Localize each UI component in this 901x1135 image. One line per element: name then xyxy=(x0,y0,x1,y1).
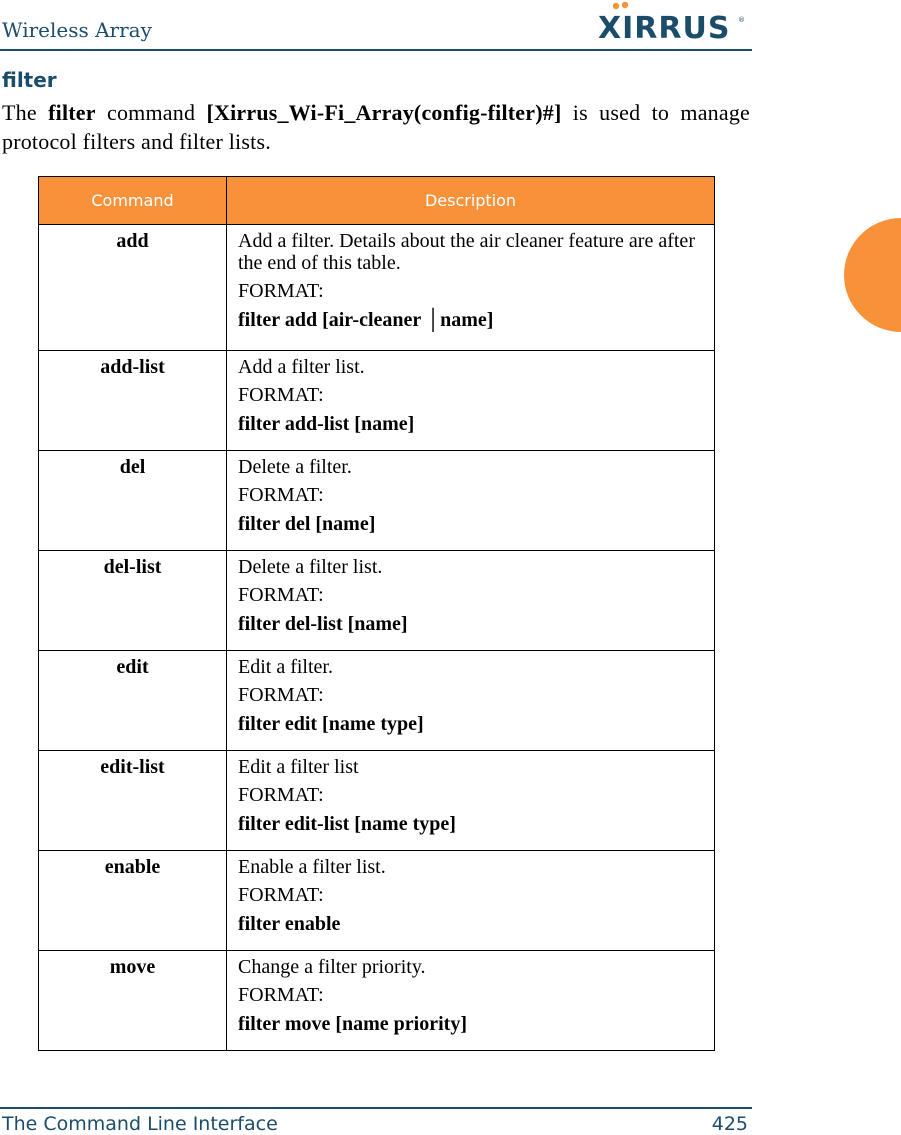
description-content xyxy=(227,851,714,935)
format-syntax: filter add-list [name] xyxy=(238,413,415,435)
table-row xyxy=(39,851,715,951)
description-text: Add a filter. Details about the air cleaner feature are after the end of this table. xyxy=(238,230,695,274)
description-cell xyxy=(227,551,715,651)
format-syntax: filter edit [name type] xyxy=(238,713,424,735)
logo-text: XIRRUS xyxy=(598,11,731,44)
command-cell xyxy=(39,351,227,451)
format-label: FORMAT: xyxy=(238,280,324,302)
description-text: Delete a filter list. xyxy=(238,556,383,578)
command-name: edit xyxy=(116,656,149,678)
footer-section-title: The Command Line Interface xyxy=(2,1113,278,1135)
xirrus-logo xyxy=(596,0,748,44)
description-content xyxy=(227,225,714,331)
command-name: add xyxy=(116,230,149,252)
format-label: FORMAT: xyxy=(238,884,324,906)
description-text: Edit a filter list xyxy=(238,756,359,778)
description-cell xyxy=(227,851,715,951)
format-syntax: filter add [air-cleaner │name] xyxy=(238,309,494,331)
column-header-description: Description xyxy=(227,177,715,225)
intro-text-pre: The xyxy=(2,100,49,125)
section-heading: filter xyxy=(2,68,57,92)
description-cell xyxy=(227,751,715,851)
column-header-command: Command xyxy=(39,177,227,225)
table-row xyxy=(39,225,715,351)
format-syntax: filter del-list [name] xyxy=(238,613,408,635)
command-table xyxy=(38,176,715,1051)
format-label: FORMAT: xyxy=(238,684,324,706)
command-cell xyxy=(39,651,227,751)
command-name: move xyxy=(109,956,156,978)
description-text: Change a filter priority. xyxy=(238,956,426,978)
description-cell xyxy=(227,651,715,751)
command-name: edit-list xyxy=(100,756,165,778)
description-text: Add a filter list. xyxy=(238,356,365,378)
description-cell xyxy=(227,351,715,451)
footer-divider xyxy=(0,1107,752,1109)
description-content xyxy=(227,651,714,735)
description-cell xyxy=(227,225,715,351)
intro-command: filter xyxy=(48,100,96,125)
table-row xyxy=(39,751,715,851)
intro-text-post: is used to manage protocol filters and filter lists. xyxy=(2,100,750,154)
table-row xyxy=(39,351,715,451)
intro-prompt: [Xirrus_Wi-Fi_Array(config-filter)#] xyxy=(206,100,562,125)
header-divider xyxy=(0,49,752,51)
description-content xyxy=(227,951,714,1035)
svg-text:®: ® xyxy=(738,16,745,24)
header-title: Wireless Array xyxy=(2,18,152,42)
command-name: enable xyxy=(104,856,161,878)
page-number: 425 xyxy=(711,1113,748,1135)
command-name: del xyxy=(119,456,146,478)
table-header-row xyxy=(39,177,715,225)
intro-paragraph xyxy=(2,98,750,156)
format-label: FORMAT: xyxy=(238,384,324,406)
format-syntax: filter edit-list [name type] xyxy=(238,813,456,835)
command-cell xyxy=(39,551,227,651)
command-name: del-list xyxy=(103,556,162,578)
description-text: Enable a filter list. xyxy=(238,856,386,878)
description-text: Delete a filter. xyxy=(238,456,352,478)
command-name: add-list xyxy=(100,356,165,378)
table-row xyxy=(39,551,715,651)
intro-text-mid: command xyxy=(95,100,207,125)
command-cell xyxy=(39,851,227,951)
description-cell xyxy=(227,451,715,551)
table-row xyxy=(39,451,715,551)
command-cell xyxy=(39,751,227,851)
format-label: FORMAT: xyxy=(238,484,324,506)
chapter-tab-marker xyxy=(844,218,901,332)
command-cell xyxy=(39,225,227,351)
table-row xyxy=(39,951,715,1051)
table-row xyxy=(39,651,715,751)
description-content xyxy=(227,451,714,535)
format-syntax: filter enable xyxy=(238,913,341,935)
format-label: FORMAT: xyxy=(238,584,324,606)
description-text: Edit a filter. xyxy=(238,656,333,678)
table-body xyxy=(39,225,715,1051)
description-content xyxy=(227,351,714,435)
command-cell xyxy=(39,451,227,551)
description-cell xyxy=(227,951,715,1051)
format-syntax: filter move [name priority] xyxy=(238,1013,467,1035)
description-content xyxy=(227,751,714,835)
command-cell xyxy=(39,951,227,1051)
format-syntax: filter del [name] xyxy=(238,513,376,535)
format-label: FORMAT: xyxy=(238,784,324,806)
format-label: FORMAT: xyxy=(238,984,324,1006)
description-content xyxy=(227,551,714,635)
